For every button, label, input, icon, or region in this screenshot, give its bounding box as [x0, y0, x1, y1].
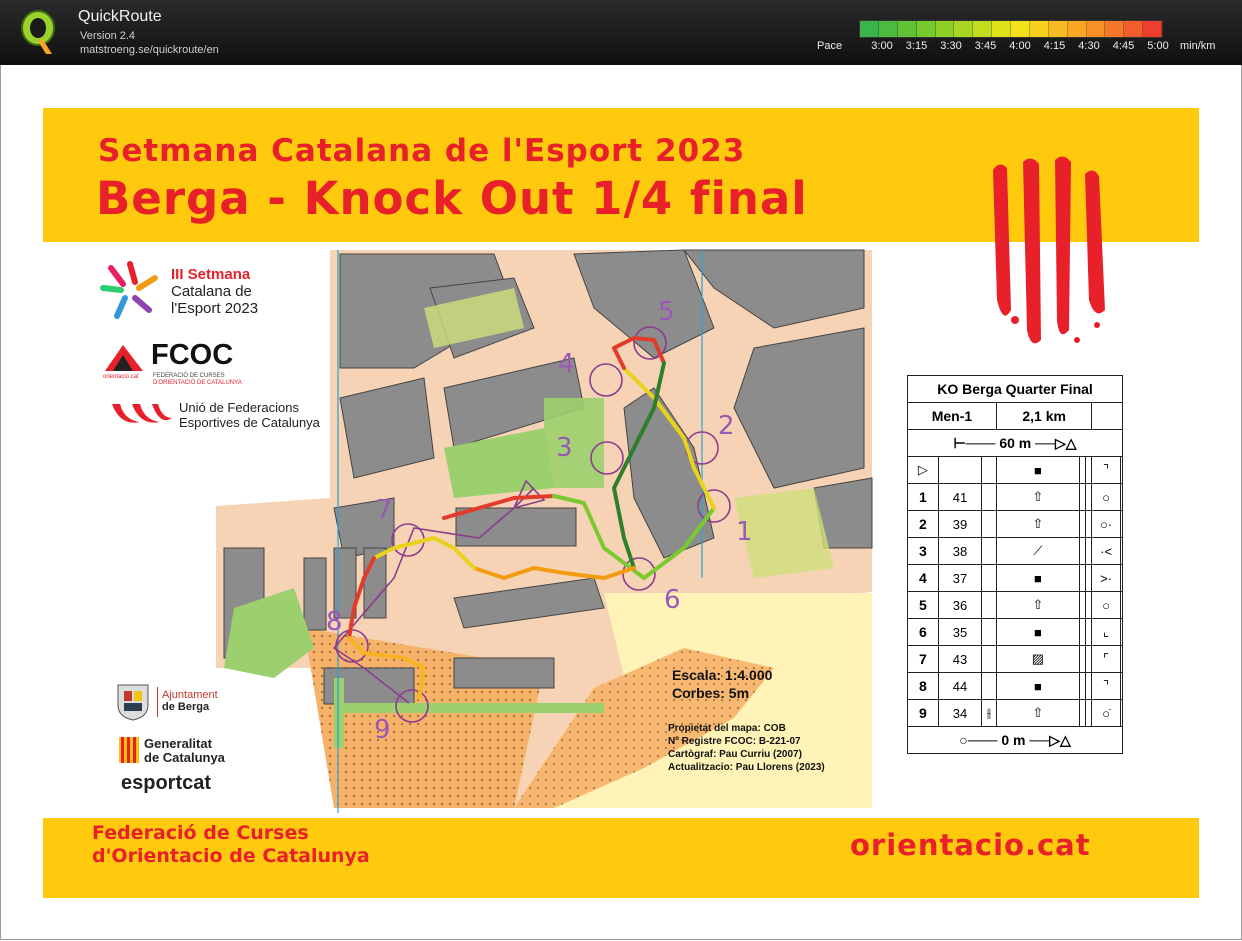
control-6-label: 6 — [664, 585, 681, 615]
pace-color-cell — [954, 21, 973, 37]
finish-leg-distance: 0 m — [1001, 731, 1026, 748]
canopy-icon: ▨ — [996, 646, 1079, 673]
cd-start-location-icon: ⌝ — [1092, 457, 1120, 484]
control-9-label: 9 — [374, 715, 391, 745]
cd-row-code: 44 — [938, 673, 981, 700]
esportcat-text: esportcat — [121, 772, 212, 794]
start-leg-distance: 60 m — [999, 434, 1032, 451]
tree-icon: ⇧ — [996, 592, 1079, 619]
map-contours: Corbes: 5m — [672, 685, 750, 701]
pace-tick-label: 4:45 — [1112, 40, 1135, 52]
credit-owner: Propietat del mapa: COB — [668, 723, 786, 734]
credit-update: Actualitzacio: Pau Llorens (2023) — [668, 762, 825, 773]
pace-color-cell — [1087, 21, 1106, 37]
federation-name-1: Federació de Curses — [92, 822, 309, 844]
pace-tick-label: 4:30 — [1078, 40, 1100, 52]
location-icon: ○· — [1092, 511, 1120, 538]
credit-cartographer: Cartògraf: Pau Curriu (2007) — [668, 749, 802, 760]
pace-color-cell — [1049, 21, 1068, 37]
tree-icon: ⇧ — [996, 511, 1079, 538]
start-leg-start-icon: ⊢─── — [953, 434, 996, 451]
cd-length: 2,1 km — [996, 403, 1092, 430]
cd-row-num: 9 — [908, 700, 939, 727]
pace-color-cell — [898, 21, 917, 37]
cd-row-code: 39 — [938, 511, 981, 538]
cd-row-num: 7 — [908, 646, 939, 673]
credit-registry: Nº Registre FCOC: B-221-07 — [668, 736, 801, 747]
setmana-text-1: III Setmana — [171, 266, 251, 283]
cd-finish-leg — [908, 727, 1123, 754]
pace-color-cell — [860, 21, 879, 37]
wall-icon: ⟋ — [996, 538, 1079, 565]
pace-tick-label: 3:30 — [940, 40, 962, 52]
finish-leg-end-icon: ──▷△ — [1029, 731, 1071, 748]
catalan-stripes-logo — [985, 150, 1125, 350]
setmana-text-3: l'Esport 2023 — [171, 300, 259, 317]
pace-color-cell — [917, 21, 936, 37]
fcoc-text: FCOC — [151, 339, 234, 371]
cd-row-num: 5 — [908, 592, 939, 619]
control-description-table — [907, 375, 1123, 754]
cd-row-code: 43 — [938, 646, 981, 673]
ufec-text-2: Esportives de Catalunya — [179, 415, 320, 430]
cd-start-leg — [908, 430, 1123, 457]
map-credits — [668, 722, 825, 774]
pace-color-cell — [936, 21, 955, 37]
generalitat-text-2: de Catalunya — [144, 750, 225, 765]
pace-color-cell — [1124, 21, 1143, 37]
location-icon: ○ — [1092, 484, 1120, 511]
control-3-label: 3 — [556, 433, 573, 463]
finish-leg-start-icon: ○─── — [959, 731, 998, 748]
cd-row-num: 2 — [908, 511, 939, 538]
cd-row-num: 4 — [908, 565, 939, 592]
app-title: QuickRoute — [78, 8, 162, 25]
pace-tick-label: 3:45 — [974, 40, 997, 52]
building-icon: ■ — [996, 565, 1079, 592]
cd-row-code: 34 — [938, 700, 981, 727]
ajuntament-text-2: de Berga — [162, 701, 210, 713]
cd-row-code: 38 — [938, 538, 981, 565]
fcoc-small-text: orientacio.cat — [103, 374, 139, 380]
esportcat-logo — [121, 772, 211, 795]
cd-start-feature-icon: ■ — [996, 457, 1079, 484]
cd-row-num: 6 — [908, 619, 939, 646]
ufec-text-1: Unió de Federacions — [179, 400, 299, 415]
pace-tick-label: 4:00 — [1009, 40, 1031, 52]
pace-color-cell — [1068, 21, 1087, 37]
pace-color-cell — [992, 21, 1011, 37]
cd-row-code: 37 — [938, 565, 981, 592]
pace-tick-label: 3:00 — [871, 40, 893, 52]
control-2-label: 2 — [718, 411, 735, 441]
tree-icon: ⇧ — [996, 484, 1079, 511]
fcoc-sub-1: FEDERACIÓ DE CURSES — [153, 373, 225, 379]
cd-start-icon: ▷ — [908, 457, 939, 484]
building-icon: ■ — [996, 619, 1079, 646]
setmana-text-2: Catalana de — [171, 283, 252, 300]
cd-row-code: 36 — [938, 592, 981, 619]
location-icon: ⌝ — [1092, 673, 1120, 700]
cd-row-num: 1 — [908, 484, 939, 511]
pace-tick-labels — [862, 40, 1222, 54]
start-leg-end-icon: ──▷△ — [1035, 434, 1077, 451]
ufec-swoosh-icon — [110, 400, 172, 428]
map-scale-info — [672, 666, 772, 702]
cd-row-code: 35 — [938, 619, 981, 646]
setmana-star-icon — [97, 258, 163, 324]
pace-label: Pace — [817, 40, 843, 52]
control-8-label: 8 — [326, 607, 343, 637]
pace-color-cell — [1105, 21, 1124, 37]
cd-row-num: 3 — [908, 538, 939, 565]
pace-color-cell — [879, 21, 898, 37]
quickroute-logo-icon — [18, 8, 58, 56]
app-version: Version 2.4 — [80, 30, 136, 42]
pace-color-cell — [1143, 21, 1162, 37]
cd-row-num: 8 — [908, 673, 939, 700]
generalitat-flag-icon — [119, 737, 139, 763]
pace-tick-label: 5:00 — [1147, 40, 1169, 52]
location-icon: >· — [1092, 565, 1120, 592]
pace-color-scale — [859, 20, 1163, 38]
berga-shield-icon — [114, 681, 152, 721]
ajuntament-text-1: Ajuntament — [162, 689, 218, 701]
map-scale: Escala: 1:4.000 — [672, 667, 773, 683]
cd-title: KO Berga Quarter Final — [908, 376, 1123, 403]
location-icon: ·< — [1092, 538, 1120, 565]
location-icon: ○ — [1092, 592, 1120, 619]
app-header — [0, 0, 1242, 65]
between-icon: ⫲ — [982, 700, 997, 727]
control-1-label: 1 — [736, 517, 753, 547]
control-4-label: 4 — [558, 349, 575, 379]
fcoc-flag-icon — [103, 343, 145, 373]
federation-website: orientacio.cat — [850, 828, 1091, 862]
control-5-label: 5 — [658, 297, 675, 327]
federation-name-2: d'Orientacio de Catalunya — [92, 845, 370, 867]
pace-color-cell — [1011, 21, 1030, 37]
pace-tick-label: 3:15 — [905, 40, 928, 52]
pace-color-cell — [973, 21, 992, 37]
fcoc-sub-2: D'ORIENTACIÓ DE CATALUNYA — [153, 380, 242, 386]
control-7-label: 7 — [376, 495, 393, 525]
event-title: Setmana Catalana de l'Esport 2023 — [98, 133, 746, 169]
cd-class: Men-1 — [908, 403, 997, 430]
pace-tick-label: 4:15 — [1043, 40, 1066, 52]
location-icon: ⌜ — [1092, 646, 1120, 673]
generalitat-text-1: Generalitat — [144, 736, 212, 751]
pace-color-cell — [1030, 21, 1049, 37]
tree-icon: ⇧ — [996, 700, 1079, 727]
cd-row-code: 41 — [938, 484, 981, 511]
location-icon: ○̇ — [1092, 700, 1120, 727]
pace-unit: min/km — [1180, 40, 1216, 52]
location-icon: ⌞ — [1092, 619, 1120, 646]
building-icon: ■ — [996, 673, 1079, 700]
app-url-link[interactable]: matstroeng.se/quickroute/en — [80, 44, 219, 56]
race-title: Berga - Knock Out 1/4 final — [96, 172, 808, 225]
